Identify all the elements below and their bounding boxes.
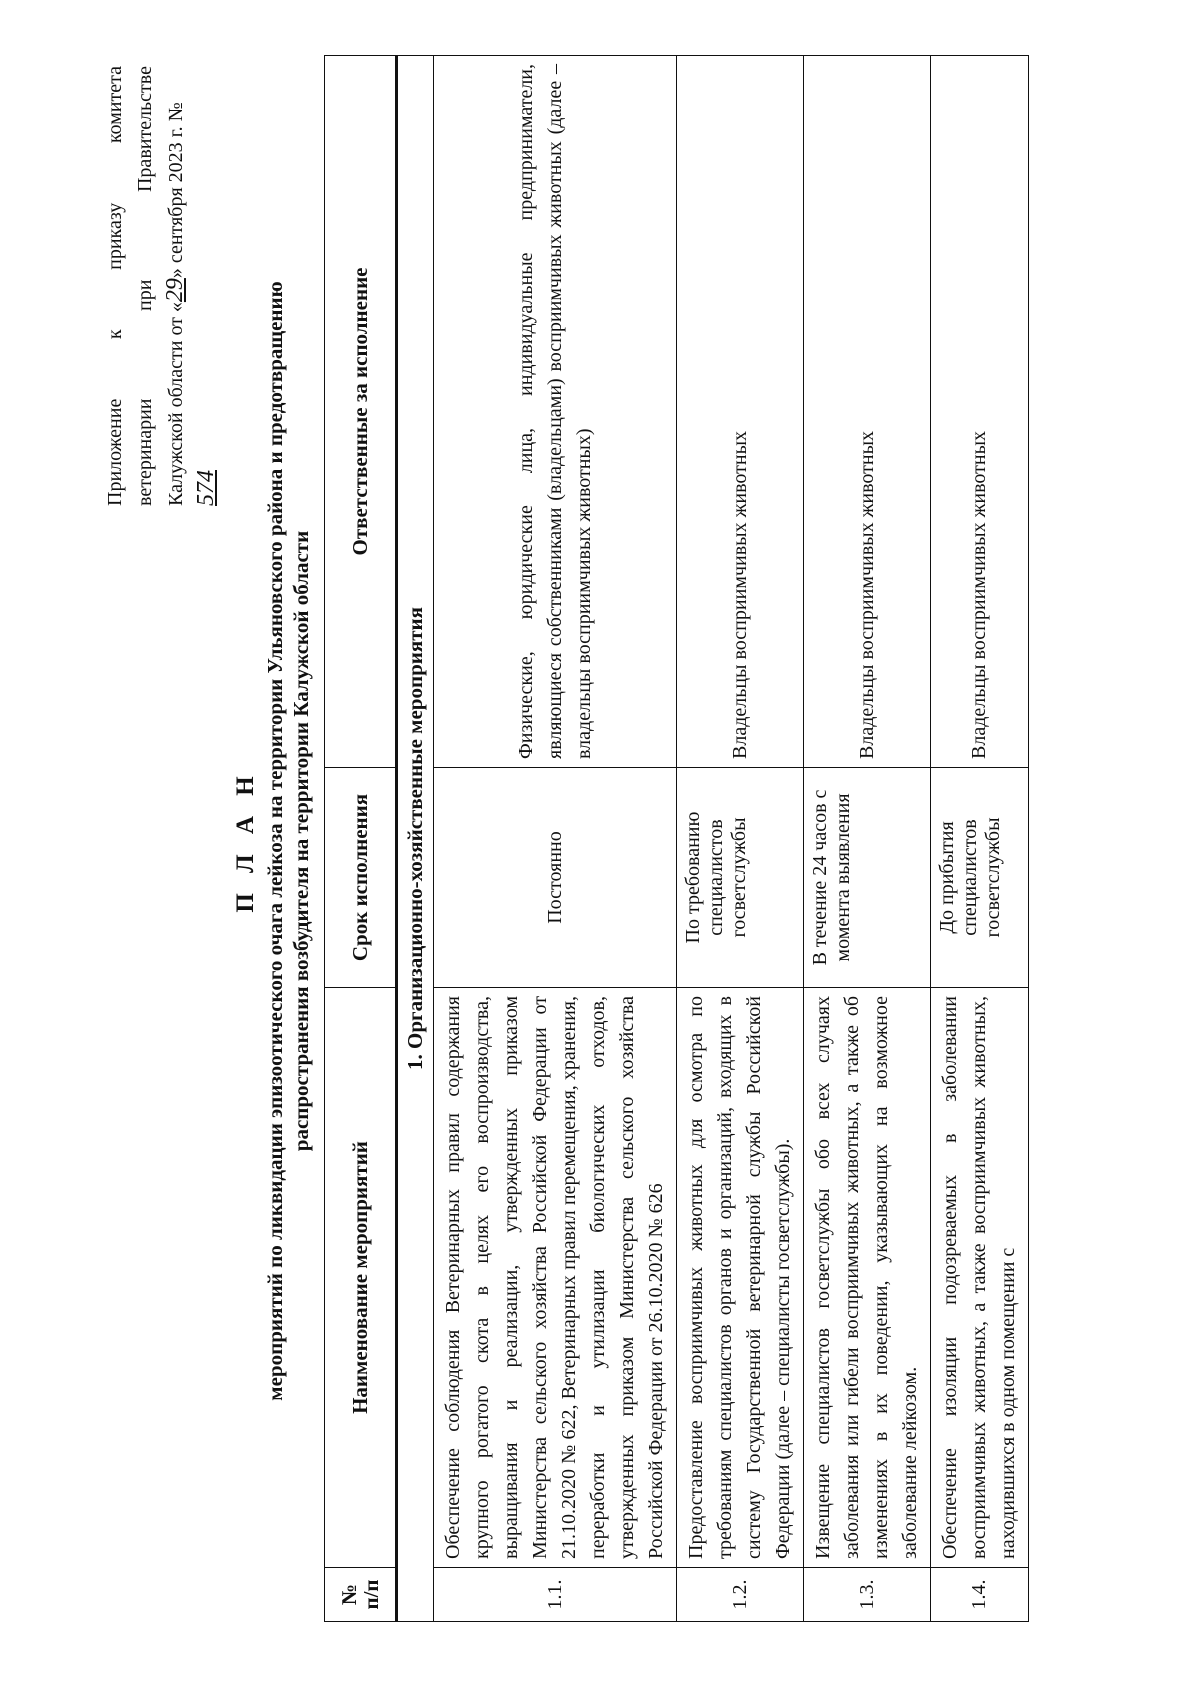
section-row [397,56,434,1622]
row-responsible: Физические, юридические лица, индивидуальные предприниматели, являющиеся собственниками (владельцами) восприимчивых животных (далее – владельцы восприимчивых животных) [434,56,677,768]
header-responsible: Ответственные за исполнение [325,56,397,768]
row-num: 1.2. [677,1568,804,1622]
document-title: П Л А Н [232,769,259,913]
table-row [677,56,804,1622]
header-term: Срок исполнения [325,768,397,988]
approval-line-3 [160,66,222,506]
subtitle-line-1: мероприятий по ликвидации эпизоотического очага лейкоза на территории Ульяновского района и предотвращению [263,281,287,1401]
row-description: Обеспечение изоляции подозреваемых в заболевании восприимчивых животных, а также восприимчивых животных, находившихся в одном помещении с [931,988,1029,1568]
header-num: № п/п [325,1568,397,1622]
row-num: 1.3. [804,1568,931,1622]
table-row [931,56,1029,1622]
row-description: Обеспечение соблюдения Ветеринарных правил содержания крупного рогатого скота в целях его воспроизводства, выращивания и реализации, утвержденных приказом Министерства сельского хозяйства Российской Федерации от 21.10.2020 № 622, Ветеринарных правил перемещения, хранения, переработки и утилизации биологических отходов, утвержденных приказом Министерства сельского хозяйства Российской Федерации от 26.10.2020 № 626 [434,988,677,1568]
approval-date-mid: » сентября 2023 г. № [165,102,187,279]
subtitle-line-2: распространения возбудителя на территории Калужской области [289,530,313,1152]
approval-date-prefix: Калужской области от « [165,302,187,506]
document-subtitle [262,66,314,1616]
approval-day: 29 [162,278,188,303]
row-responsible: Владельцы восприимчивых животных [931,56,1029,768]
section-title: 1. Организационно-хозяйственные мероприятия [397,56,434,1622]
row-responsible: Владельцы восприимчивых животных [677,56,804,768]
approval-number: 574 [193,470,219,506]
row-term: По требованию специалистов госветслужбы [677,768,804,988]
row-term: В течение 24 часов с момента выявления [804,768,931,988]
plan-table [324,55,1029,1622]
row-term: Постоянно [434,768,677,988]
table-row [434,56,677,1622]
approval-block [100,66,222,506]
row-num: 1.1. [434,1568,677,1622]
row-description: Предоставление восприимчивых животных для осмотра по требованиям специалистов органов и организаций, входящих в систему Государственной ветеринарной службы Российской Федерации (далее – специалисты госветслужбы). [677,988,804,1568]
row-num: 1.4. [931,1568,1029,1622]
header-name: Наименование мероприятий [325,988,397,1568]
row-responsible: Владельцы восприимчивых животных [804,56,931,768]
row-term: До прибытия специалистов госветслужбы [931,768,1029,988]
row-description: Извещение специалистов госветслужбы обо всех случаях заболевания или гибели восприимчивых животных, а также об изменениях в их поведении, указывающих на возможное заболевание лейкозом. [804,988,931,1568]
header-row [325,56,397,1622]
table-row [804,56,931,1622]
approval-line-1: Приложение к приказу комитета [104,66,126,506]
approval-line-2: ветеринарии при Правительстве [134,66,156,506]
